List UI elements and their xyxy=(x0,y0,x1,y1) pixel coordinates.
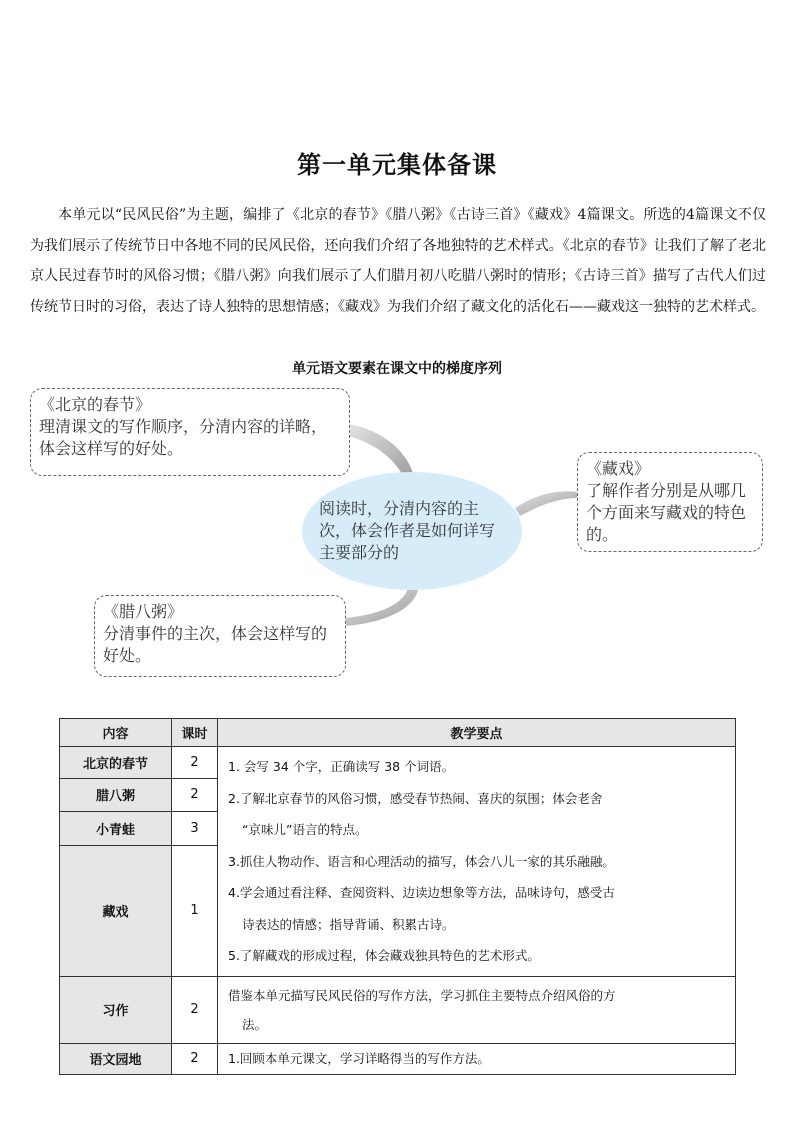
table-row xyxy=(60,1043,736,1074)
mindmap-center xyxy=(302,472,522,590)
node-text: 分清事件的主次，体会这样写的好处。 xyxy=(103,624,328,665)
table-row xyxy=(60,747,736,779)
row-name: 腊八粥 xyxy=(60,778,172,812)
row-hours: 1 xyxy=(172,845,218,976)
row-name: 北京的春节 xyxy=(60,747,172,779)
row-name: 语文园地 xyxy=(60,1043,172,1074)
row-hours: 2 xyxy=(172,747,218,779)
row-name: 藏戏 xyxy=(60,845,172,976)
point-line: 法。 xyxy=(242,1016,268,1032)
point-line: 3.抓住人物动作、语言和心理活动的描写，体会八儿一家的其乐融融。 xyxy=(228,853,615,869)
node-beijing xyxy=(30,388,350,476)
table-row xyxy=(60,976,736,1043)
lesson-table xyxy=(59,718,736,1075)
point-line: 借鉴本单元描写民风民俗的写作方法，学习抓住主要特点介绍风俗的方 xyxy=(228,987,616,1003)
point-line: 4.学会通过看注释、查阅资料、边读边想象等方法，品味诗句，感受古 xyxy=(228,885,615,900)
intro-text: 本单元以“民风民俗”为主题，编排了《北京的春节》《腊八粥》《古诗三首》《藏戏》4篇课文。所选的4篇课文不仅为我们展示了传统节日中各地不同的民风民俗，还向我们介绍了各地独特的艺术样式。《北京的春节》让我们了解了老北京人民过春节时的风俗习惯；《腊八粥》向我们展示了人们腊月初八吃腊八粥时的情形；《古诗三首》描写了古代人们过传统节日时的习俗，表达了诗人独特的思想情感；《藏戏》为我们介绍了藏文化的活化石——藏戏这一独特的艺术样式。 xyxy=(30,207,766,315)
points-cell xyxy=(218,747,736,977)
header-content: 内容 xyxy=(60,719,172,747)
point-line: 2.了解北京春节的风俗习惯，感受春节热闹、喜庆的氛围；体会老舍 xyxy=(228,790,603,806)
points-cell-garden xyxy=(218,1043,736,1074)
point-line: “京味儿”语言的特点。 xyxy=(242,822,368,837)
node-title: 《腊八粥》 xyxy=(103,602,184,621)
header-points: 教学要点 xyxy=(218,719,736,747)
row-hours: 3 xyxy=(172,812,218,846)
point-line: 1. 会写 34 个字，正确读写 38 个词语。 xyxy=(228,759,455,774)
point-line: 1.回顾本单元课文，学习详略得当的写作方法。 xyxy=(228,1050,490,1066)
node-zangxi xyxy=(577,452,763,552)
page-title: 第一单元集体备课 xyxy=(297,151,497,179)
row-hours: 2 xyxy=(172,1043,218,1074)
connector-zangxi xyxy=(515,491,578,516)
node-laba xyxy=(94,595,346,677)
row-name: 小青蛙 xyxy=(60,812,172,846)
header-hours: 课时 xyxy=(172,719,218,747)
connector-laba xyxy=(345,588,418,626)
point-line: 5.了解藏戏的形成过程，体会藏戏独具特色的艺术形式。 xyxy=(228,948,540,963)
node-title: 《藏戏》 xyxy=(586,459,651,478)
points-cell-writing xyxy=(218,976,736,1043)
row-hours: 2 xyxy=(172,976,218,1043)
node-text: 理清课文的写作顺序，分清内容的详略，体会这样写的好处。 xyxy=(39,417,328,458)
node-title: 《北京的春节》 xyxy=(39,395,152,414)
row-name: 习作 xyxy=(60,976,172,1043)
row-hours: 2 xyxy=(172,778,218,812)
point-line: 诗表达的情感；指导背诵、积累古诗。 xyxy=(242,916,455,932)
center-text: 阅读时，分清内容的主次，体会作者是如何详写主要部分的 xyxy=(319,499,496,562)
table-header-row xyxy=(60,719,736,747)
intro-paragraph xyxy=(30,200,766,322)
map-title: 单元语文要素在课文中的梯度序列 xyxy=(292,361,502,377)
node-text: 了解作者分别是从哪几个方面来写藏戏的特色的。 xyxy=(586,481,747,544)
